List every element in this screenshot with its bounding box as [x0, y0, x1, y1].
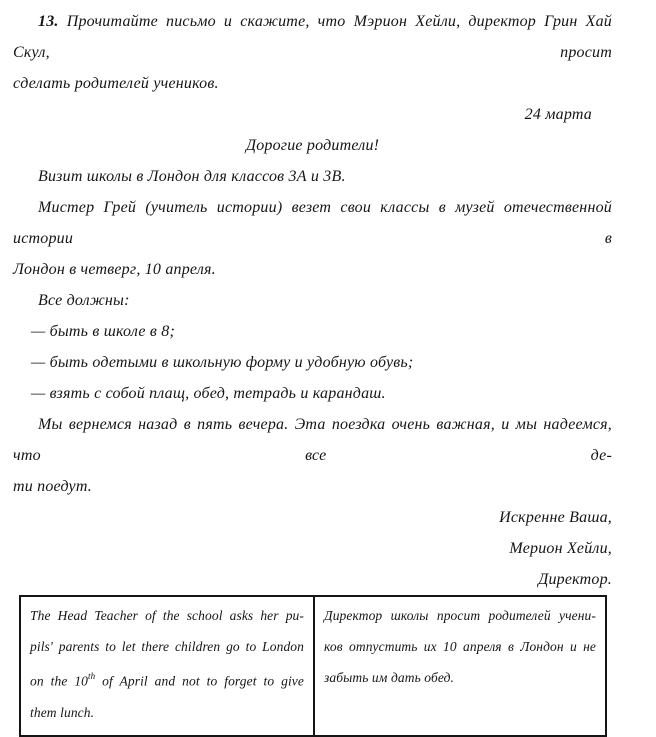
russian-line-1: Директор школы просит родителей учени-	[324, 608, 596, 623]
answer-table	[19, 595, 607, 737]
english-line-3	[30, 662, 304, 697]
russian-line-2: ков отпустить их 10 апреля в Лондон и не	[324, 639, 596, 654]
closing-line-2: ти поедут.	[13, 478, 92, 495]
letter-subject-line: Визит школы в Лондон для классов 3А и 3В.	[38, 168, 346, 185]
task-intro-text: Прочитайте письмо и скажите, что Мэрион Хейли, директор Грин Хай Скул, просит	[13, 13, 612, 61]
requirements-intro: Все должны:	[38, 292, 130, 309]
letter-date: 24 марта	[524, 106, 592, 123]
ordinal-superscript: th	[88, 671, 96, 681]
requirement-item-2: — быть одетыми в школьную форму и удобную обувь;	[31, 354, 414, 371]
russian-line-3: забыть им дать обед.	[324, 670, 455, 685]
task-paragraph-line-1	[13, 6, 612, 68]
letter-salutation: Дорогие родители!	[245, 137, 380, 154]
letter-body-line-2: Лондон в четверг, 10 апреля.	[13, 261, 216, 278]
english-line-1: The Head Teacher of the school asks her pu-	[30, 608, 304, 623]
answer-table-row	[20, 596, 606, 736]
task-paragraph-line-2: сделать родителей учеников.	[13, 75, 219, 92]
task-number: 13.	[38, 13, 59, 30]
requirement-item-1: — быть в школе в 8;	[31, 323, 175, 340]
english-line-3-start: on the 10	[30, 673, 89, 689]
signature-valediction: Искренне Ваша,	[499, 509, 612, 526]
answer-cell-english	[20, 596, 314, 736]
english-line-2: pils' parents to let there children go to London	[30, 639, 304, 654]
closing-line-1: Мы вернемся назад в пять вечера. Эта поездка очень важная, и мы надеемся, что все де-	[13, 416, 612, 464]
english-line-4: them lunch.	[30, 704, 95, 720]
english-line-3-end: of April and not to forget to give	[95, 673, 304, 689]
requirement-item-3: — взять с собой плащ, обед, тетрадь и карандаш.	[31, 385, 386, 402]
signature-name: Мерион Хейли,	[509, 540, 612, 557]
answer-cell-russian	[314, 596, 606, 736]
letter-body-line-1: Мистер Грей (учитель истории) везет свои классы в музей отечественной истории в	[13, 199, 612, 247]
signature-title: Директор.	[538, 571, 612, 588]
